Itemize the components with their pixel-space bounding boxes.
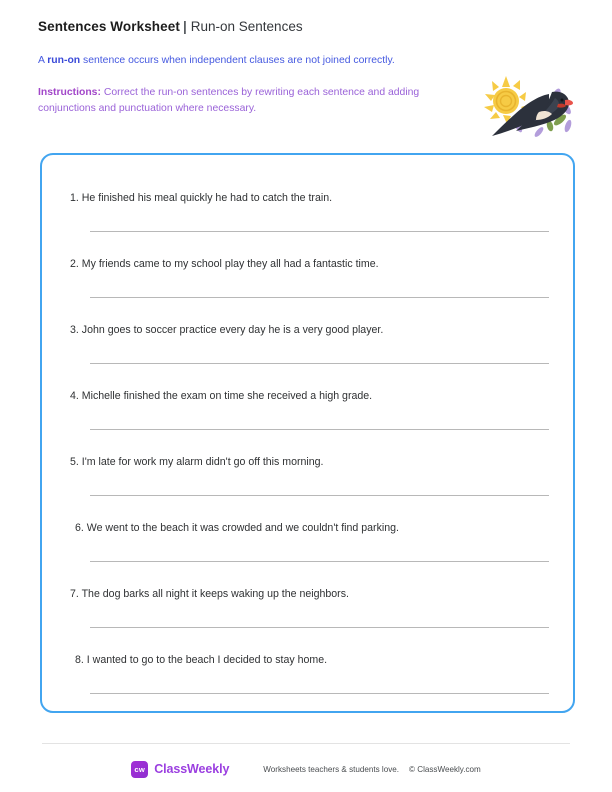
- definition-emphasis: run-on: [47, 55, 81, 66]
- brand-name: ClassWeekly: [154, 762, 230, 776]
- sun-and-swallow-illustration: [476, 74, 578, 146]
- exercise-item-text: 5. I'm late for work my alarm didn't go off this morning.: [70, 456, 324, 468]
- exercise-item-text: 2. My friends came to my school play they all had a fantastic time.: [70, 258, 379, 270]
- page-title-main: Sentences Worksheet: [38, 19, 180, 34]
- answer-line[interactable]: [90, 561, 549, 562]
- answer-line[interactable]: [90, 495, 549, 496]
- exercise-item-text: 8. I wanted to go to the beach I decided to stay home.: [75, 654, 328, 666]
- exercise-item: [42, 185, 573, 251]
- page-title-subtitle: Run-on Sentences: [190, 19, 303, 34]
- answer-line[interactable]: [90, 429, 549, 430]
- definition-prefix: A: [38, 55, 48, 66]
- exercise-item-text: 1. He finished his meal quickly he had to catch the train.: [70, 192, 333, 204]
- exercise-item-text: 6. We went to the beach it was crowded and we couldn't find parking.: [75, 522, 399, 534]
- answer-line[interactable]: [90, 627, 549, 628]
- footer-copyright: © ClassWeekly.com: [409, 764, 481, 774]
- bird-eye-icon: [561, 99, 564, 102]
- exercise-item-text: 4. Michelle finished the exam on time she received a high grade.: [70, 390, 373, 402]
- exercise-item: [42, 647, 573, 713]
- exercise-item: [42, 317, 573, 383]
- exercise-item: [42, 515, 573, 581]
- exercise-item-text: 7. The dog barks all night it keeps waking up the neighbors.: [70, 588, 349, 600]
- footer-tagline: Worksheets teachers & students love.: [263, 764, 400, 774]
- exercise-item: [42, 449, 573, 515]
- page-title: [38, 18, 578, 36]
- definition-text: [38, 53, 538, 68]
- instructions-body: Correct the run-on sentences by rewriting each sentence and adding conjunctions and punctuation where necessary.: [38, 87, 420, 114]
- exercise-item: [42, 581, 573, 647]
- exercise-card: [40, 153, 575, 713]
- exercise-item: [42, 251, 573, 317]
- instructions-label: Instructions:: [38, 87, 101, 98]
- brand-logo[interactable]: [131, 761, 229, 778]
- page-header: [38, 18, 578, 36]
- exercise-item-text: 3. John goes to soccer practice every day he is a very good player.: [70, 324, 384, 336]
- definition-suffix: sentence occurs when independent clauses are not joined correctly.: [80, 55, 395, 66]
- bird-beak-icon: [565, 100, 573, 106]
- answer-line[interactable]: [90, 693, 549, 694]
- exercise-list: [42, 155, 573, 713]
- answer-line[interactable]: [90, 231, 549, 232]
- page-footer: [0, 753, 612, 785]
- brand-badge-icon: cw: [131, 761, 148, 778]
- answer-line[interactable]: [90, 297, 549, 298]
- instructions-text: [38, 85, 478, 116]
- page-title-separator: |: [182, 19, 187, 34]
- footer-divider: [42, 743, 570, 744]
- exercise-item: [42, 383, 573, 449]
- answer-line[interactable]: [90, 363, 549, 364]
